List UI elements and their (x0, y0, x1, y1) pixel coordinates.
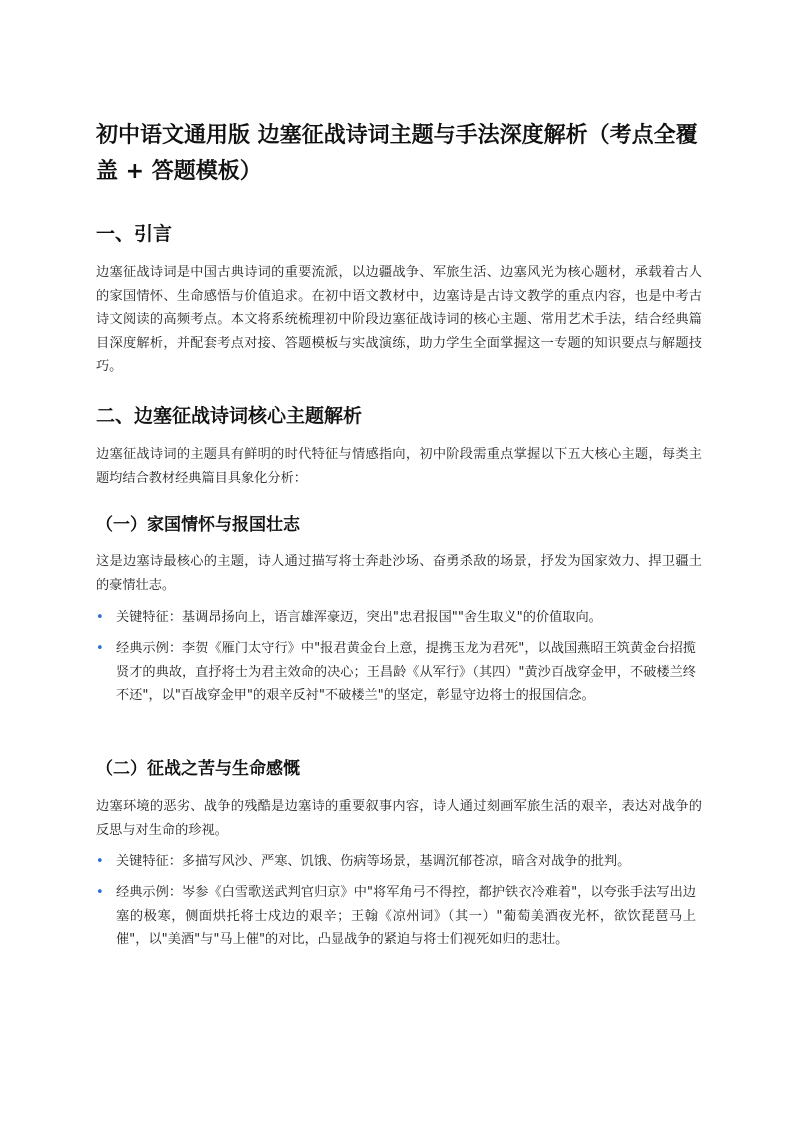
bullet-icon: • (96, 885, 104, 900)
subsection-heading-patriotism: （一）家国情怀与报国壮志 (96, 515, 300, 535)
hardship-intro: 边塞环境的恶劣、战争的残酷是边塞诗的重要叙事内容，诗人通过刻画军旅生活的艰辛，表达对战争的反思与对生命的珍视。 (96, 799, 702, 838)
list-item (96, 637, 702, 708)
list-item-text: 经典示例：李贺《雁门太守行》中"报君黄金台上意，提携玉龙为君死"，以战国燕昭王筑黄金台招揽贤才的典故，直抒将士为君主效命的决心；王昌龄《从军行》（其四）"黄沙百战穿金甲，不破楼兰终不还"，以"百战穿金甲"的艰辛反衬"不破楼兰"的坚定，彰显守边将士的报国信念。 (116, 641, 696, 703)
document-title: 初中语文通用版 边塞征战诗词主题与手法深度解析（考点全覆盖 + 答题模板） (96, 123, 698, 184)
list-item (96, 606, 702, 630)
themes-paragraph: 边塞征战诗词的主题具有鲜明的时代特征与情感指向，初中阶段需重点掌握以下五大核心主题，每类主题均结合教材经典篇目具象化分析： (96, 447, 702, 486)
bullet-icon: • (96, 610, 104, 625)
list-item (96, 850, 702, 874)
list-item (96, 881, 702, 952)
bullet-icon: • (96, 641, 104, 656)
patriotism-intro: 这是边塞诗最核心的主题，诗人通过描写将士奔赴沙场、奋勇杀敌的场景，抒发为国家效力、捍卫疆土的豪情壮志。 (96, 554, 702, 593)
list-item-text: 经典示例：岑参《白雪歌送武判官归京》中"将军角弓不得控，都护铁衣冷难着"，以夸张手法写出边塞的极寒，侧面烘托将士戍边的艰辛；王翰《凉州词》（其一）"葡萄美酒夜光杯，欲饮琵琶马上催"，以"美酒"与"马上催"的对比，凸显战争的紧迫与将士们视死如归的悲壮。 (116, 885, 696, 947)
subsection-heading-hardship: （二）征战之苦与生命感慨 (96, 759, 300, 779)
bullet-icon: • (96, 854, 104, 869)
section-heading-themes: 二、边塞征战诗词核心主题解析 (96, 405, 363, 427)
section-heading-intro: 一、引言 (96, 223, 173, 245)
list-item-text: 关键特征：多描写风沙、严寒、饥饿、伤病等场景，基调沉郁苍凉，暗含对战争的批判。 (116, 854, 631, 869)
intro-paragraph: 边塞征战诗词是中国古典诗词的重要流派，以边疆战争、军旅生活、边塞风光为核心题材，承载着古人的家国情怀、生命感悟与价值追求。在初中语文教材中，边塞诗是古诗文教学的重点内容，也是中考古诗文阅读的高频考点。本文将系统梳理初中阶段边塞征战诗词的核心主题、常用艺术手法，结合经典篇目深度解析，并配套考点对接、答题模板与实战演练，助力学生全面掌握这一专题的知识要点与解题技巧。 (96, 265, 702, 374)
list-item-text: 关键特征：基调昂扬向上，语言雄浑豪迈，突出"忠君报国""舍生取义"的价值取向。 (116, 610, 602, 625)
